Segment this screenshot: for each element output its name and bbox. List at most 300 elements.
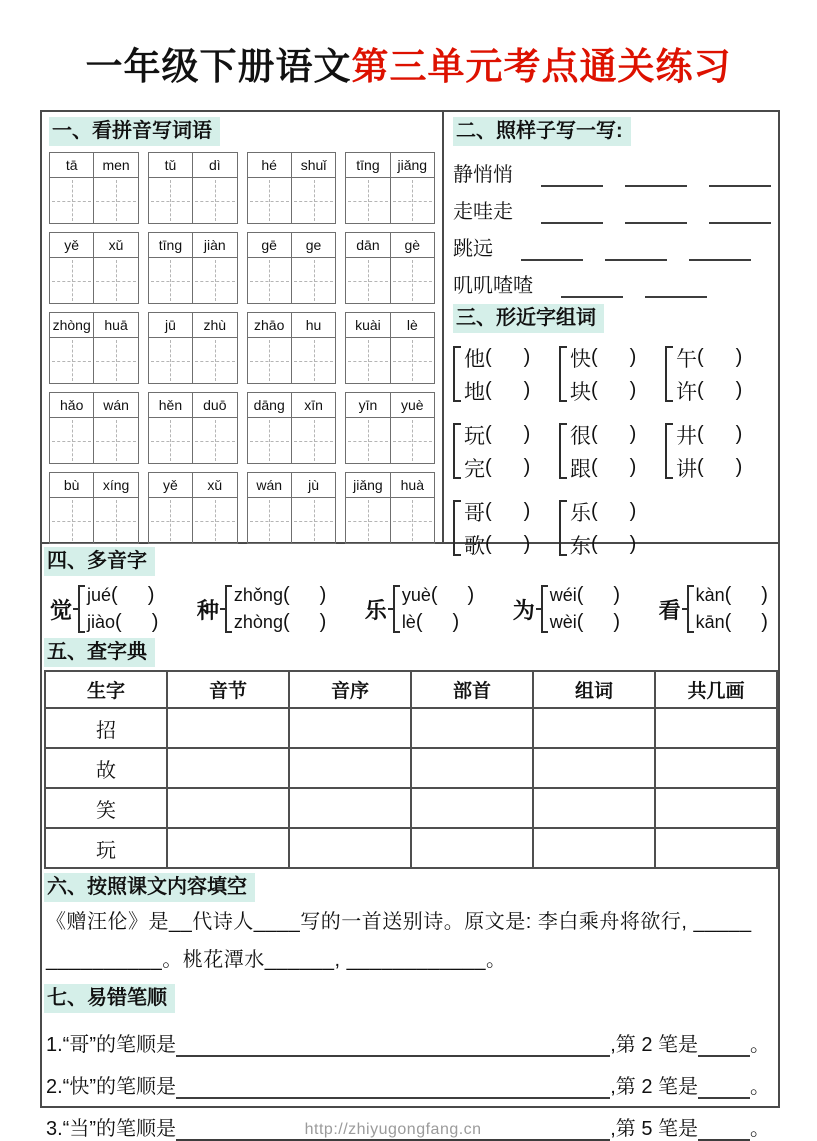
pinyin-word-block <box>49 392 139 464</box>
section-1-heading: 一、看拼音写词语 <box>49 117 220 146</box>
pair-bottom-line: 跟 ( ) <box>570 451 636 484</box>
writing-cell <box>346 258 390 303</box>
pinyin-syllable: jiǎng <box>397 157 428 173</box>
pinyin-syllable: dāng <box>248 393 292 417</box>
pinyin-row <box>346 313 434 338</box>
writing-cell <box>292 338 335 383</box>
character: 块 <box>570 380 591 404</box>
table-cell <box>411 828 533 868</box>
reading-bottom-line: zhòng ( ) <box>233 611 327 633</box>
pinyin-syllable: hé <box>248 153 292 177</box>
writing-cell <box>94 178 137 223</box>
writing-row <box>248 338 336 383</box>
writing-cell <box>50 178 94 223</box>
bracket-shape <box>665 346 673 402</box>
stroke-order-rows <box>44 1015 770 1141</box>
section-4-polyphonic-characters <box>42 544 778 636</box>
pinyin-syllable: dān <box>346 233 390 257</box>
reading-top-line: jué ( ) <box>87 584 155 606</box>
answer-blanks <box>519 201 771 224</box>
pinyin-word-block <box>148 152 238 224</box>
pinyin-row <box>50 233 138 258</box>
pinyin-syllable: jū <box>149 313 193 337</box>
writing-row <box>346 258 434 303</box>
table-column-header: 音节 <box>167 671 289 708</box>
pinyin-syllable: tīng <box>346 153 390 177</box>
pinyin-syllable: wán <box>248 473 292 497</box>
table-row <box>45 788 777 828</box>
writing-row <box>50 338 138 383</box>
bracket-shape <box>393 585 400 633</box>
answer-blank-line <box>521 238 583 261</box>
section-7-stroke-order <box>42 980 778 1141</box>
reading-top-line: zhǒng ( ) <box>233 584 327 606</box>
character: 午 <box>676 347 697 371</box>
table-cell <box>533 748 655 788</box>
table-cell <box>655 788 777 828</box>
polyphone-character: 为 <box>512 597 535 623</box>
pinyin-word-block <box>247 152 337 224</box>
pinyin-syllable: hǎo <box>50 393 94 417</box>
pinyin-syllable: jiǎng <box>346 473 390 497</box>
reading-top-line: kàn ( ) <box>695 584 768 606</box>
pinyin-reading: lè <box>401 612 416 632</box>
reading-top-line: wéi ( ) <box>549 584 621 606</box>
example-rows <box>453 150 771 298</box>
title-black-text: 一年级下册语文 <box>85 46 352 87</box>
answer-blank-line <box>698 1031 750 1057</box>
pinyin-syllable: jù <box>308 477 320 493</box>
character: 哥 <box>464 501 485 525</box>
pair-bottom-line: 歌 ( ) <box>464 528 530 561</box>
section-3-heading: 三、形近字组词 <box>453 304 604 333</box>
writing-cell <box>391 498 434 543</box>
answer-blank-line <box>541 201 603 224</box>
writing-row <box>149 258 237 303</box>
writing-cell <box>391 418 434 463</box>
pinyin-row <box>346 233 434 258</box>
pinyin-reading: jiào <box>87 612 116 632</box>
answer-blank-line <box>176 1031 610 1057</box>
example-word-row <box>453 187 771 224</box>
table-cell <box>533 708 655 748</box>
bracket-shape <box>687 585 694 633</box>
character: 完 <box>464 457 485 481</box>
pinyin-syllable: zhù <box>203 317 227 333</box>
answer-blank-line <box>689 238 751 261</box>
bracket-shape <box>78 585 85 633</box>
pinyin-row <box>149 393 237 418</box>
bracket-shape <box>225 585 232 633</box>
character: 东 <box>570 534 591 558</box>
fill-in-line-1: 《赠汪伦》是__代诗人____写的一首送别诗。原文是: 李白乘舟将欲行, _____ <box>46 911 752 933</box>
writing-cell <box>248 338 292 383</box>
similar-character-grid <box>453 341 771 561</box>
reading-bottom-line: wèi ( ) <box>549 611 621 633</box>
pinyin-row <box>149 153 237 178</box>
pinyin-row <box>149 313 237 338</box>
pinyin-syllable: kuài <box>346 313 390 337</box>
polyphone-character: 看 <box>658 597 681 623</box>
answer-blank-line <box>625 164 687 187</box>
writing-cell <box>149 418 193 463</box>
table-cell <box>289 748 411 788</box>
bracket-shape <box>665 423 673 479</box>
section-7-heading: 七、易错笔顺 <box>44 984 175 1013</box>
pinyin-syllable: tīng <box>149 233 193 257</box>
pinyin-word-block <box>49 312 139 384</box>
pinyin-syllable: huà <box>400 477 424 493</box>
writing-row <box>248 418 336 463</box>
writing-cell <box>391 338 434 383</box>
character-pair-group <box>453 418 559 484</box>
table-cell <box>411 708 533 748</box>
pinyin-row <box>248 393 336 418</box>
page-title <box>0 36 817 90</box>
polyphone-character: 乐 <box>364 597 387 623</box>
writing-cell <box>149 498 193 543</box>
answer-blank-line <box>605 238 667 261</box>
bracket-shape <box>541 585 548 633</box>
example-word-row <box>453 150 771 187</box>
writing-row <box>346 338 434 383</box>
table-cell <box>655 748 777 788</box>
right-column <box>444 112 778 558</box>
writing-cell <box>292 178 335 223</box>
section-2-copy-examples <box>453 117 771 298</box>
pinyin-reading: kān <box>695 612 725 632</box>
period-text: 。 <box>750 1034 770 1056</box>
pinyin-word-block <box>148 472 238 544</box>
table-cell <box>655 828 777 868</box>
pinyin-row <box>50 393 138 418</box>
answer-blank-line <box>645 275 707 298</box>
answer-blanks <box>499 238 771 261</box>
writing-cell <box>346 418 390 463</box>
writing-cell <box>149 178 193 223</box>
pair-top-line: 乐 ( ) <box>570 495 636 528</box>
table-header-row <box>45 671 777 708</box>
writing-row <box>346 418 434 463</box>
pinyin-syllable: xíng <box>102 477 130 493</box>
writing-cell <box>292 418 335 463</box>
bracket-shape <box>559 423 567 479</box>
pinyin-syllable: yě <box>50 233 94 257</box>
character: 很 <box>570 424 591 448</box>
writing-row <box>149 418 237 463</box>
table-cell <box>167 708 289 748</box>
watermark-url: http://zhiyugongfang.cn <box>304 1121 482 1138</box>
example-word-label: 静悄悄 <box>453 164 513 186</box>
pinyin-row <box>248 153 336 178</box>
pinyin-word-block <box>247 232 337 304</box>
table-cell <box>289 708 411 748</box>
pinyin-row <box>50 153 138 178</box>
character: 地 <box>464 380 485 404</box>
pinyin-syllable: hěn <box>149 393 193 417</box>
pinyin-row <box>50 313 138 338</box>
writing-row <box>149 498 237 543</box>
dictionary-table <box>44 670 778 869</box>
pinyin-syllable: tǔ <box>149 153 193 177</box>
table-row <box>45 828 777 868</box>
pinyin-word-block <box>49 472 139 544</box>
writing-cell <box>391 258 434 303</box>
example-word-row <box>453 224 771 261</box>
table-cell: 故 <box>45 748 167 788</box>
table-cell <box>167 748 289 788</box>
pinyin-word-block <box>247 392 337 464</box>
pair-bottom-line: 讲 ( ) <box>676 451 742 484</box>
stroke-order-row <box>44 1057 770 1099</box>
pinyin-word-block <box>247 312 337 384</box>
pinyin-syllable: yīn <box>346 393 390 417</box>
section-5-dictionary-lookup <box>42 636 778 869</box>
pinyin-word-block <box>345 152 435 224</box>
character-pair-group <box>559 341 665 407</box>
pair-bottom-line: 许 ( ) <box>676 374 742 407</box>
table-cell <box>533 828 655 868</box>
section-4-heading: 四、多音字 <box>44 547 155 576</box>
writing-row <box>248 498 336 543</box>
writing-cell <box>193 178 236 223</box>
table-column-header: 音序 <box>289 671 411 708</box>
reading-top-line: yuè ( ) <box>401 584 475 606</box>
stroke-followup-text: ,第 2 笔是 <box>610 1034 698 1056</box>
character: 讲 <box>676 457 697 481</box>
answer-blank-line <box>541 164 603 187</box>
pair-top-line: 井 ( ) <box>676 418 742 451</box>
pinyin-syllable: dì <box>208 157 221 173</box>
writing-row <box>50 418 138 463</box>
writing-cell <box>94 418 137 463</box>
writing-cell <box>346 178 390 223</box>
polyphone-group <box>513 582 620 636</box>
table-cell: 玩 <box>45 828 167 868</box>
stroke-question-text: 2.“快”的笔顺是 <box>46 1076 176 1098</box>
writing-cell <box>193 338 236 383</box>
reading-bottom-line: lè ( ) <box>401 611 460 633</box>
pair-top-line: 玩 ( ) <box>464 418 530 451</box>
pair-top-line: 很 ( ) <box>570 418 636 451</box>
character: 玩 <box>464 424 485 448</box>
character-pair-group <box>665 418 771 484</box>
title-red-text: 第三单元考点通关练习 <box>351 46 732 87</box>
writing-cell <box>346 498 390 543</box>
pinyin-row <box>346 473 434 498</box>
example-word-label: 叽叽喳喳 <box>453 275 533 297</box>
pinyin-syllable: duō <box>203 397 227 413</box>
polyphone-character: 种 <box>196 597 219 623</box>
character: 快 <box>570 347 591 371</box>
writing-cell <box>50 418 94 463</box>
stroke-order-row <box>44 1015 770 1057</box>
pair-top-line: 他 ( ) <box>464 341 530 374</box>
writing-cell <box>94 258 137 303</box>
writing-cell <box>50 498 94 543</box>
table-cell <box>289 828 411 868</box>
character: 乐 <box>570 501 591 525</box>
writing-row <box>149 178 237 223</box>
answer-blanks <box>519 164 771 187</box>
bracket-shape <box>453 346 461 402</box>
pair-bottom-line: 完 ( ) <box>464 451 530 484</box>
answer-blank-line <box>709 201 771 224</box>
writing-cell <box>149 258 193 303</box>
pinyin-reading: kàn <box>695 585 725 605</box>
stroke-question-text: 1.“哥”的笔顺是 <box>46 1034 176 1056</box>
writing-row <box>346 178 434 223</box>
pinyin-syllable: jiàn <box>203 237 226 253</box>
writing-row <box>248 178 336 223</box>
example-word-label: 走哇走 <box>453 201 513 223</box>
table-cell <box>167 788 289 828</box>
character-pair-group <box>665 341 771 407</box>
writing-cell <box>94 338 137 383</box>
bracket-shape <box>453 423 461 479</box>
writing-cell <box>391 178 434 223</box>
period-text: 。 <box>750 1118 770 1140</box>
example-word-row <box>453 261 771 298</box>
writing-cell <box>193 258 236 303</box>
pinyin-word-block <box>345 472 435 544</box>
reading-bottom-line: kān ( ) <box>695 611 768 633</box>
pinyin-row <box>248 473 336 498</box>
reading-bottom-line: jiào ( ) <box>87 611 159 633</box>
pinyin-syllable: xǔ <box>108 237 124 253</box>
writing-row <box>50 498 138 543</box>
table-column-header: 组词 <box>533 671 655 708</box>
table-cell <box>655 708 777 748</box>
pinyin-row <box>149 233 237 258</box>
writing-cell <box>193 418 236 463</box>
answer-blank-line <box>698 1115 750 1141</box>
polyphone-group <box>50 582 158 636</box>
writing-row <box>346 498 434 543</box>
polyphone-row <box>44 576 772 636</box>
answer-blank-line <box>176 1115 610 1141</box>
pinyin-word-block <box>247 472 337 544</box>
answer-blank-line <box>625 201 687 224</box>
character: 许 <box>676 380 697 404</box>
writing-cell <box>193 498 236 543</box>
pinyin-syllable: xǔ <box>207 477 223 493</box>
polyphone-group <box>365 582 474 636</box>
writing-cell <box>248 498 292 543</box>
section-5-heading: 五、查字典 <box>44 638 155 667</box>
writing-cell <box>50 258 94 303</box>
top-area <box>42 112 778 558</box>
pair-bottom-line: 块 ( ) <box>570 374 636 407</box>
answer-blank-line <box>176 1073 610 1099</box>
table-cell <box>411 748 533 788</box>
pair-bottom-line: 东 ( ) <box>570 528 636 561</box>
pair-top-line: 快 ( ) <box>570 341 636 374</box>
table-cell <box>411 788 533 828</box>
pinyin-row <box>248 313 336 338</box>
pinyin-syllable: ge <box>305 237 322 253</box>
stroke-followup-text: ,第 2 笔是 <box>610 1076 698 1098</box>
pinyin-syllable: gē <box>248 233 292 257</box>
pinyin-word-block <box>345 392 435 464</box>
section-3-similar-characters <box>453 304 771 561</box>
writing-cell <box>50 338 94 383</box>
fill-in-line-2: __________。桃花潭水______, ____________。 <box>46 949 507 971</box>
section-6-fill-in-text <box>42 869 778 980</box>
writing-cell <box>94 498 137 543</box>
stroke-order-row <box>44 1099 770 1141</box>
answer-blank-line <box>709 164 771 187</box>
pinyin-syllable: gè <box>404 237 421 253</box>
pinyin-reading: zhòng <box>233 612 283 632</box>
answer-blank-line <box>561 275 623 298</box>
pinyin-syllable: shuǐ <box>300 157 327 173</box>
writing-cell <box>292 498 335 543</box>
section-1-pinyin-words <box>42 112 444 542</box>
writing-row <box>248 258 336 303</box>
pinyin-grid <box>49 152 435 544</box>
pinyin-syllable: wán <box>103 397 129 413</box>
table-cell: 笑 <box>45 788 167 828</box>
pinyin-syllable: xīn <box>304 397 323 413</box>
pinyin-row <box>346 393 434 418</box>
pinyin-reading: zhǒng <box>233 585 283 605</box>
pinyin-word-block <box>148 392 238 464</box>
pinyin-reading: wéi <box>549 585 577 605</box>
writing-cell <box>248 258 292 303</box>
character: 他 <box>464 347 485 371</box>
polyphone-character: 觉 <box>50 597 73 623</box>
table-column-header: 生字 <box>45 671 167 708</box>
pinyin-word-block <box>345 232 435 304</box>
writing-row <box>50 258 138 303</box>
section-2-heading: 二、照样子写一写: <box>453 117 631 146</box>
pinyin-syllable: huā <box>104 317 128 333</box>
pair-bottom-line: 地 ( ) <box>464 374 530 407</box>
pinyin-row <box>346 153 434 178</box>
pinyin-reading: wèi <box>549 612 577 632</box>
pinyin-syllable: yě <box>149 473 193 497</box>
period-text: 。 <box>750 1076 770 1098</box>
pinyin-reading: jué <box>87 585 112 605</box>
pair-top-line: 午 ( ) <box>676 341 742 374</box>
pinyin-word-block <box>49 232 139 304</box>
writing-row <box>50 178 138 223</box>
table-column-header: 部首 <box>411 671 533 708</box>
pinyin-word-block <box>148 232 238 304</box>
pinyin-syllable: lè <box>406 317 418 333</box>
pinyin-syllable: men <box>102 157 130 173</box>
pinyin-word-block <box>345 312 435 384</box>
table-cell <box>533 788 655 828</box>
pinyin-syllable: tā <box>50 153 94 177</box>
character: 井 <box>676 424 697 448</box>
pinyin-row <box>50 473 138 498</box>
writing-cell <box>248 178 292 223</box>
pinyin-syllable: bù <box>50 473 94 497</box>
pair-top-line: 哥 ( ) <box>464 495 530 528</box>
character: 歌 <box>464 534 485 558</box>
answer-blanks <box>539 275 771 298</box>
character: 跟 <box>570 457 591 481</box>
table-cell: 招 <box>45 708 167 748</box>
answer-blank-line <box>698 1073 750 1099</box>
writing-cell <box>346 338 390 383</box>
pinyin-syllable: zhòng <box>50 313 94 337</box>
pinyin-row <box>248 233 336 258</box>
pinyin-syllable: yuè <box>401 397 424 413</box>
writing-row <box>149 338 237 383</box>
